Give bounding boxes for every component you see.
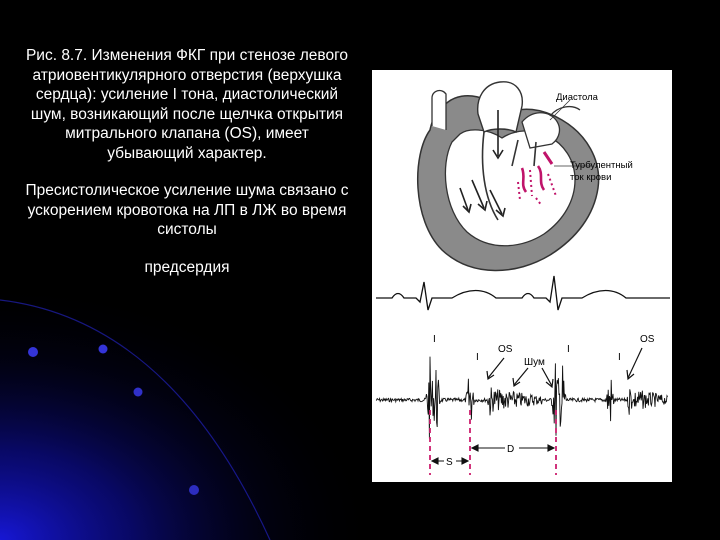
pcg-trace bbox=[376, 357, 668, 439]
aorta bbox=[478, 82, 523, 132]
pcg-label-noise: Шум bbox=[524, 357, 545, 368]
caption-text bbox=[22, 46, 352, 295]
pcg-label-I: I bbox=[476, 352, 479, 363]
decorative-dot bbox=[134, 388, 143, 397]
blue-corner-glow bbox=[0, 280, 380, 540]
caption-paragraph: Пресистолическое усиление шума связано с ускорением кровотока на ЛП в ЛЖ во время систолы bbox=[25, 182, 349, 238]
heart-diagram bbox=[418, 82, 633, 271]
interval-label-S: S bbox=[446, 457, 453, 468]
caption-paragraph: предсердия bbox=[144, 258, 230, 276]
ecg-trace bbox=[376, 276, 670, 310]
pcg-label-I: I bbox=[567, 344, 570, 355]
decorative-dot bbox=[28, 347, 38, 357]
decorative-dot bbox=[99, 345, 108, 354]
decorative-dot bbox=[189, 485, 199, 495]
figure-panel bbox=[372, 70, 672, 482]
label-leader-diastole bbox=[550, 100, 570, 120]
caption-paragraph: Рис. 8.7. Изменения ФКГ при стенозе левого атриовентикулярного отверстия (верхушка сердца): усиление I тона, диастолический шум, возникающий после щелчка открытия митрального клапана (OS), имеет убывающий характер. bbox=[25, 47, 349, 162]
figure-svg bbox=[372, 70, 672, 482]
heart-label-diastole: Диастола bbox=[556, 92, 598, 103]
pcg-label-I: I bbox=[618, 352, 621, 363]
pcg-label-OS: OS bbox=[640, 334, 655, 345]
pcg-label-OS: OS bbox=[498, 344, 513, 355]
pcg-waveform bbox=[376, 357, 668, 439]
interval-label-D: D bbox=[507, 444, 515, 455]
pulmonary-vein bbox=[550, 107, 580, 116]
pcg-label-I: I bbox=[433, 334, 436, 345]
vena-cava bbox=[432, 91, 446, 130]
heart-label-turbulent: ток крови bbox=[570, 172, 612, 183]
heart-label-turbulent: Турбулентный bbox=[570, 160, 633, 171]
